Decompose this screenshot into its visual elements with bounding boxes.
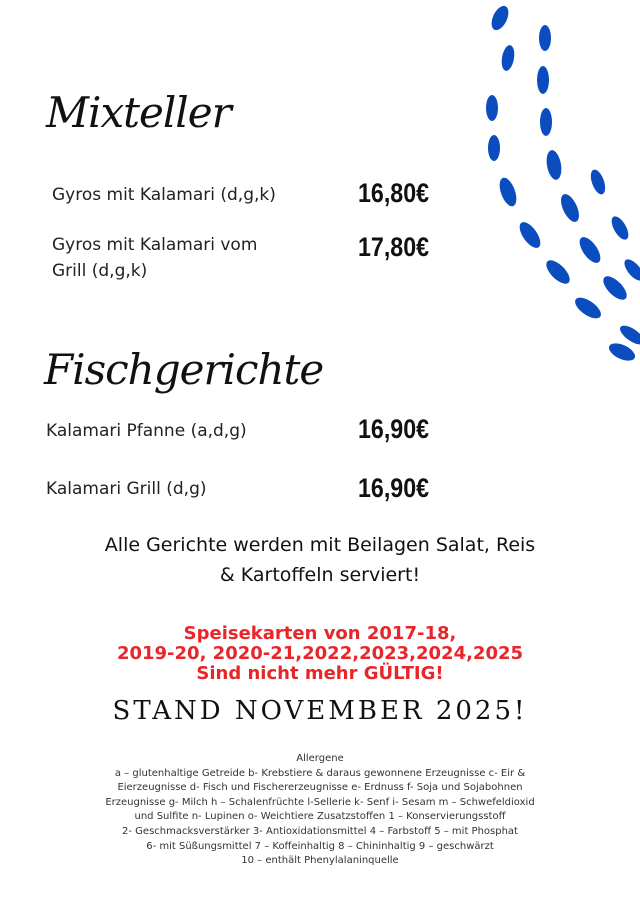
menu-item-name: [46, 419, 247, 443]
side-dish-note: [40, 530, 600, 590]
side-dish-note-line: & Kartoffeln serviert!: [219, 564, 421, 586]
allergen-legend-line: und Sulfite n- Lupinen o- Weichtiere Zusatzstoffen 1 – Konservierungsstoff: [134, 811, 506, 823]
section-title-mixteller: Mixteller: [46, 88, 231, 137]
allergen-legend-line: Eierzeugnisse d- Fisch und Fischererzeugnisse e- Erdnuss f- Soja und Sojabohnen: [117, 782, 523, 794]
menu-item-name-line: Kalamari Grill (d,g): [46, 479, 207, 499]
allergen-legend-title: Allergene: [296, 753, 344, 764]
allergen-legend-line: Erzeugnisse g- Milch h – Schalenfrüchte l-Sellerie k- Senf i- Sesam m – Schwefeldioxid: [105, 796, 535, 808]
menu-item-name-line: Gyros mit Kalamari (d,g,k): [52, 185, 276, 205]
menu-item-price: 16,80€: [358, 178, 430, 208]
section-title-fischgerichte: Fischgerichte: [44, 345, 324, 394]
validity-warning-line: Speisekarten von 2017-18,: [183, 623, 457, 644]
menu-item-name-line: Kalamari Pfanne (a,d,g): [46, 421, 247, 441]
menu-item-price: 16,90€: [358, 414, 430, 444]
menu-item-name: [46, 477, 207, 501]
menu-item-price: 17,80€: [358, 232, 430, 262]
validity-warning-line: 2019-20, 2020-21,2022,2023,2024,2025: [116, 643, 524, 664]
allergen-legend-line: 2- Geschmacksverstärker 3- Antioxidationsmittel 4 – Farbstoff 5 – mit Phosphat: [122, 825, 518, 837]
side-dish-note-line: Alle Gerichte werden mit Beilagen Salat, Reis: [104, 534, 536, 556]
blue-dash-arc-decoration: [470, 0, 640, 370]
allergen-legend-line: a – glutenhaltige Getreide b- Krebstiere & daraus gewonnene Erzeugnisse c- Eir &: [114, 767, 526, 779]
allergen-legend: [78, 752, 562, 869]
allergen-legend-line: 6- mit Süßungsmittel 7 – Koffeinhaltig 8 – Chininhaltig 9 – geschwärzt: [146, 840, 494, 852]
menu-item-name-line: Gyros mit Kalamari vom: [52, 235, 258, 255]
stand-date: STAND NOVEMBER 2025!: [112, 696, 528, 726]
menu-item-price: 16,90€: [358, 473, 430, 503]
allergen-legend-line: 10 – enthält Phenylalaninquelle: [241, 855, 399, 867]
validity-warning: [40, 624, 600, 684]
menu-item-name: [52, 232, 257, 284]
validity-warning-line: Sind nicht mehr GÜLTIG!: [196, 663, 444, 684]
menu-item-name: [52, 183, 276, 207]
menu-item-name-line: Grill (d,g,k): [52, 261, 148, 281]
